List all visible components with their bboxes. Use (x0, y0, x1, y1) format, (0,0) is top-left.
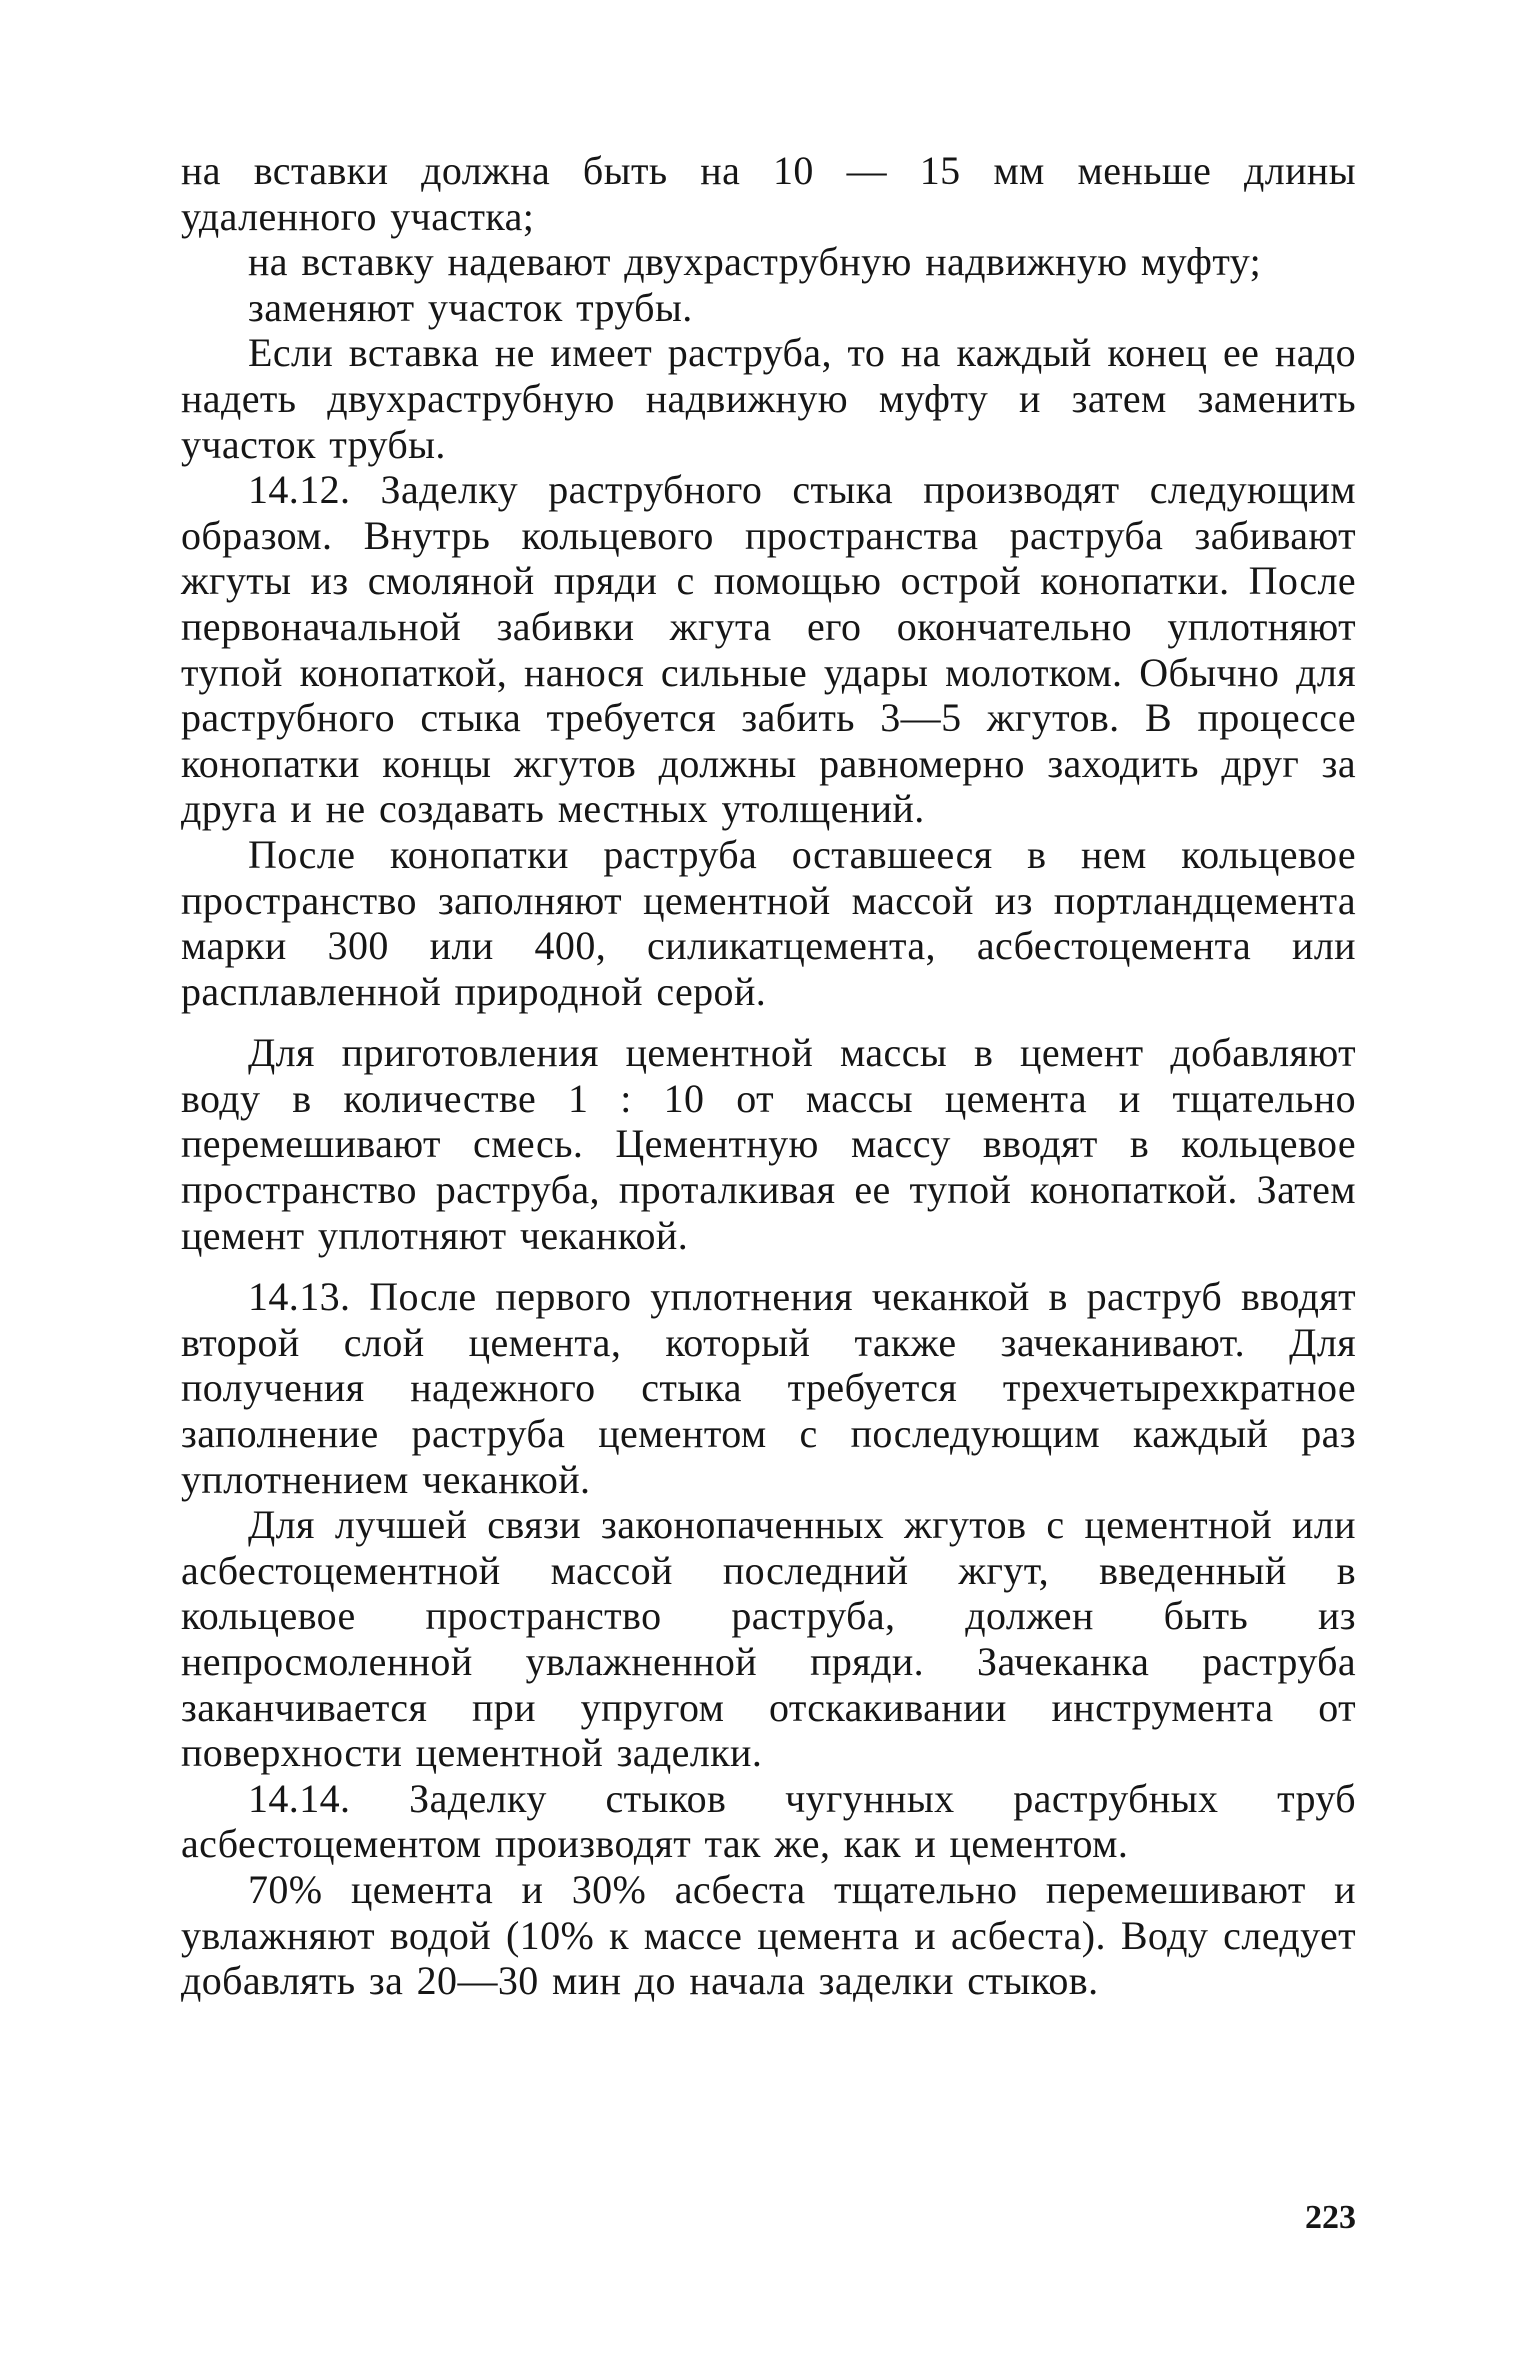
paragraph-14-12: 14.12. Заделку раструбного стыка производят следующим образом. Внутрь кольцевого пространства раструба забивают жгуты из смоляной пряди с помощью острой конопатки. После первоначальной забивки жгута его окончательно уплотняют тупой конопаткой, нанося сильные удары молотком. Обычно для раструбного стыка требуется забить 3—5 жгутов. В процессе конопатки концы жгутов должны равномерно заходить друг за друга и не создавать местных утолщений. (181, 467, 1356, 832)
paragraph-14-14: 14.14. Заделку стыков чугунных раструбных труб асбестоцементом производят так же, как и цементом. (181, 1775, 1356, 1867)
paragraph-sleeve-fitting: на вставку надевают двухраструбную надвижную муфту; (248, 239, 1262, 285)
paragraph-replace-section: заменяют участок трубы. (248, 284, 693, 330)
paragraph-asbestos-mix: 70% цемента и 30% асбеста тщательно перемешивают и увлажняют водой (10% к массе цемента и асбеста). Воду следует добавлять за 20—30 мин до начала заделки стыков. (181, 1866, 1356, 2004)
paragraph-cement-preparation: Для приготовления цементной массы в цемент добавляют воду в количестве 1 : 10 от массы цемента и тщательно перемешивают смесь. Цементную массу вводят в кольцевое пространство раструба, проталкивая ее тупой конопаткой. Затем цемент уплотняют чеканкой. (181, 1030, 1356, 1258)
body-text (181, 148, 1356, 2004)
paragraph-14-13: 14.13. После первого уплотнения чеканкой в раструб вводят второй слой цемента, который также зачеканивают. Для получения надежного стыка требуется трехчетырехкратное заполнение раструба цементом с последующим каждый раз уплотнением чеканкой. (181, 1274, 1356, 1502)
paragraph-cement-filling: После конопатки раструба оставшееся в нем кольцевое пространство заполняют цементной массой из портландцемента марки 300 или 400, силикатцемента, асбестоцемента или расплавленной природной серой. (181, 831, 1356, 1014)
paragraph-insert-without-socket: Если вставка не имеет раструба, то на каждый конец ее надо надеть двухраструбную надвижную муфту и затем заменить участок трубы. (181, 330, 1356, 467)
page-number: 223 (1305, 2199, 1356, 2236)
paragraph-last-strand: Для лучшей связи законопаченных жгутов с цементной или асбестоцементной массой последний жгут, введенный в кольцевое пространство раструба, должен быть из непросмоленной увлажненной пряди. Зачеканка раструба заканчивается при упругом отскакивании инструмента от поверхности цементной заделки. (181, 1502, 1356, 1776)
paragraph-insert-length: на вставки должна быть на 10 — 15 мм меньше длины удаленного участка; (181, 148, 1356, 239)
